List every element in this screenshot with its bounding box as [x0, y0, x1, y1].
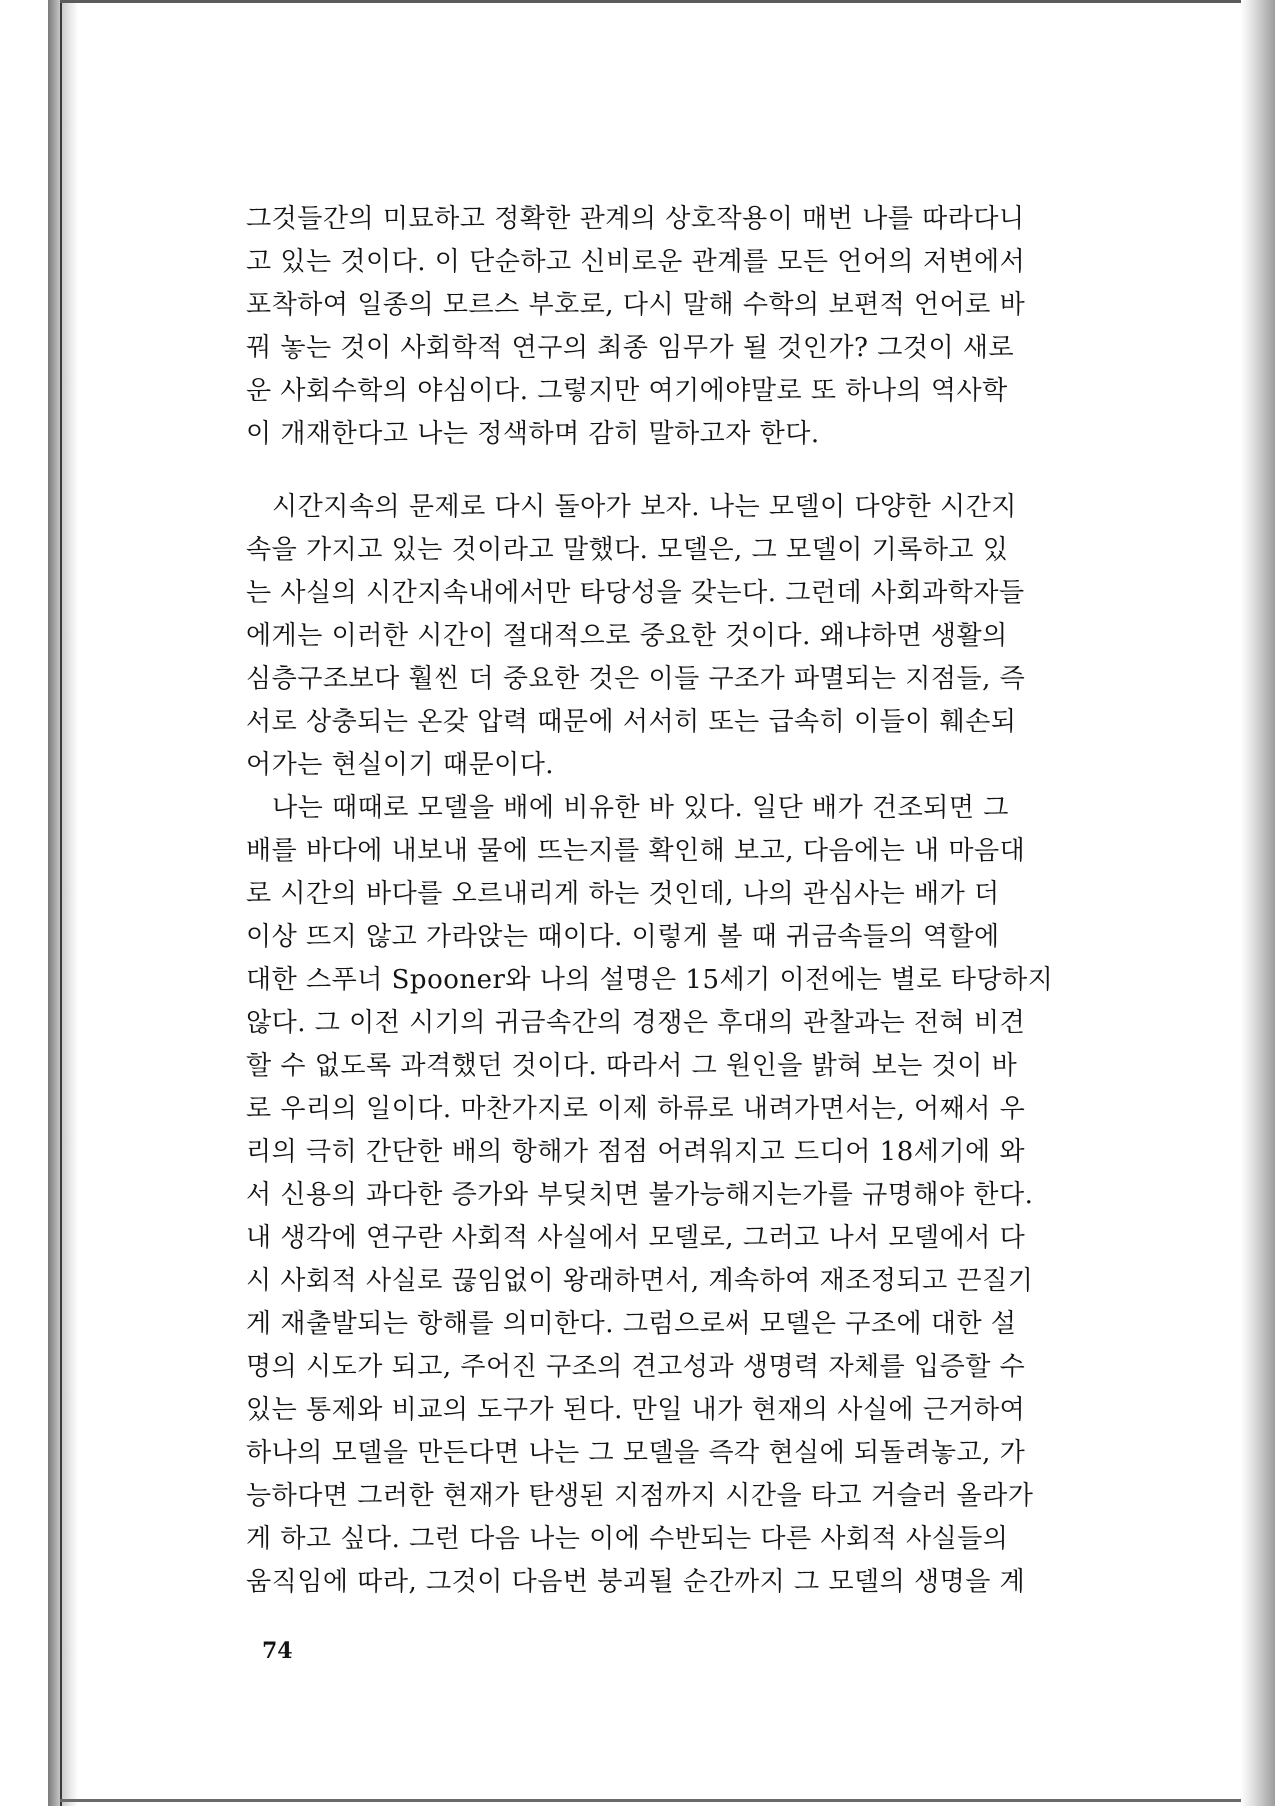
text-line: 하나의 모델을 만든다면 나는 그 모델을 즉각 현실에 되돌려놓고, 가: [246, 1438, 1026, 1468]
text-line: 명의 시도가 되고, 주어진 구조의 견고성과 생명력 자체를 입증할 수: [246, 1352, 1026, 1382]
paragraph-1: [246, 198, 1116, 456]
text-line: 고 있는 것이다. 이 단순하고 신비로운 관계를 모든 언어의 저변에서: [246, 247, 1026, 277]
text-line: 심층구조보다 훨씬 더 중요한 것은 이들 구조가 파멸되는 지점들, 즉: [246, 664, 1026, 694]
text-line: 이상 뜨지 않고 가라앉는 때이다. 이렇게 볼 때 귀금속들의 역할에: [246, 922, 1000, 952]
text-line: 로 우리의 일이다. 마찬가지로 이제 하류로 내려가면서는, 어째서 우: [246, 1094, 1026, 1124]
text-line: 로 시간의 바다를 오르내리게 하는 것인데, 나의 관심사는 배가 더: [246, 879, 1000, 909]
text-line: 이 개재한다고 나는 정색하며 감히 말하고자 한다.: [246, 419, 820, 449]
text-line: 움직임에 따라, 그것이 다음번 붕괴될 순간까지 그 모델의 생명을 계: [246, 1567, 1026, 1597]
text-line: 서로 상충되는 온갖 압력 때문에 서서히 또는 급속히 이들이 훼손되: [246, 707, 1017, 737]
page-bottom-edge: [60, 1799, 1245, 1802]
text-line: 그것들간의 미묘하고 정확한 관계의 상호작용이 매번 나를 따라다니: [246, 204, 1025, 234]
text-line: 대한 스푸너 Spooner와 나의 설명은 15세기 이전에는 별로 타당하지: [246, 965, 1054, 995]
text-line: 어가는 현실이기 때문이다.: [246, 750, 555, 780]
text-line: 할 수 없도록 과격했던 것이다. 따라서 그 원인을 밝혀 보는 것이 바: [246, 1051, 1018, 1081]
text-line: 속을 가지고 있는 것이라고 말했다. 모델은, 그 모델이 기록하고 있: [246, 535, 1009, 565]
book-spine-shadow: [48, 0, 78, 1806]
text-line: 꿔 놓는 것이 사회학적 연구의 최종 임무가 될 것인가? 그것이 새로: [246, 333, 1015, 363]
text-line: 시 사회적 사실로 끊임없이 왕래하면서, 계속하여 재조정되고 끈질기: [246, 1266, 1034, 1296]
text-line: 리의 극히 간단한 배의 항해가 점점 어려워지고 드디어 18세기에 와: [246, 1137, 1025, 1167]
page-right-shadow: [1241, 0, 1275, 1806]
text-line: 시간지속의 문제로 다시 돌아가 보자. 나는 모델이 다양한 시간지: [272, 492, 1017, 522]
paragraph-3: [246, 787, 1116, 1604]
text-line: 운 사회수학의 야심이다. 그렇지만 여기에야말로 또 하나의 역사학: [246, 376, 1008, 406]
page-number: 74: [262, 1638, 293, 1664]
text-line: 게 하고 싶다. 그런 다음 나는 이에 수반되는 다른 사회적 사실들의: [246, 1524, 1009, 1554]
text-line: 포착하여 일종의 모르스 부호로, 다시 말해 수학의 보편적 언어로 바: [246, 290, 1026, 320]
paragraph-2: [246, 486, 1116, 787]
text-line: 서 신용의 과다한 증가와 부딪치면 불가능해지는가를 규명해야 한다.: [246, 1180, 1034, 1210]
text-line: 는 사실의 시간지속내에서만 타당성을 갖는다. 그런데 사회과학자들: [246, 578, 1025, 608]
page-top-edge: [60, 0, 1245, 3]
page-left-edge: [60, 0, 62, 1806]
text-line: 게 재출발되는 항해를 의미한다. 그럼으로써 모델은 구조에 대한 설: [246, 1309, 1017, 1339]
text-line: 배를 바다에 내보내 물에 뜨는지를 확인해 보고, 다음에는 내 마음대: [246, 836, 1026, 866]
text-line: 나는 때때로 모델을 배에 비유한 바 있다. 일단 배가 건조되면 그: [272, 793, 1009, 823]
text-line: 내 생각에 연구란 사회적 사실에서 모델로, 그러고 나서 모델에서 다: [246, 1223, 1026, 1253]
text-line: 에게는 이러한 시간이 절대적으로 중요한 것이다. 왜냐하면 생활의: [246, 621, 1008, 651]
text-line: 있는 통제와 비교의 도구가 된다. 만일 내가 현재의 사실에 근거하여: [246, 1395, 1026, 1425]
page-text: [246, 198, 1116, 1604]
paragraph-gap: [246, 456, 1116, 486]
text-line: 능하다면 그러한 현재가 탄생된 지점까지 시간을 타고 거슬러 올라가: [246, 1481, 1034, 1511]
text-line: 않다. 그 이전 시기의 귀금속간의 경쟁은 후대의 관찰과는 전혀 비견: [246, 1008, 1026, 1038]
